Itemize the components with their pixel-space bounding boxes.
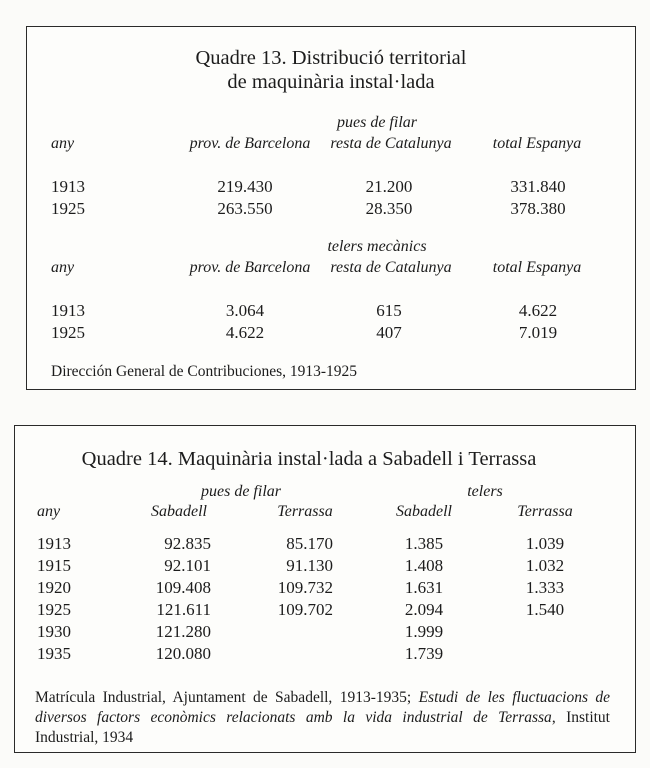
cell-any: 1935 <box>37 644 71 663</box>
cell-catalunya: 28.350 <box>365 199 413 218</box>
cell-any: 1913 <box>51 301 85 320</box>
col-header-catalunya: resta de Catalunya <box>330 135 452 152</box>
col-header-barcelona: prov. de Barcelona <box>189 259 311 276</box>
cell-telers-sabadell: 1.408 <box>404 556 444 575</box>
group-header-telers: telers <box>467 483 503 500</box>
cell-any: 1930 <box>37 622 71 641</box>
cell-barcelona: 219.430 <box>217 177 273 196</box>
col-header-telers-sabadell: Sabadell <box>396 503 452 520</box>
col-header-espanya: total Espanya <box>492 135 582 152</box>
cell-telers-terrassa: 1.039 <box>525 534 565 553</box>
cell-espanya: 7.019 <box>518 323 558 342</box>
cell-espanya: 378.380 <box>510 199 566 218</box>
cell-telers-sabadell: 1.631 <box>404 578 444 597</box>
table-14-source <box>35 688 610 748</box>
cell-catalunya: 407 <box>376 323 402 342</box>
cell-pues-terrassa: 85.170 <box>286 534 333 553</box>
cell-pues-sabadell: 120.080 <box>155 644 211 663</box>
cell-pues-sabadell: 92.101 <box>164 556 211 575</box>
cell-pues-terrassa: 109.702 <box>277 600 333 619</box>
source-part-3: , Institut Industrial, 1934 <box>35 709 610 746</box>
table-13 <box>26 26 636 390</box>
cell-any: 1913 <box>37 534 71 553</box>
cell-catalunya: 615 <box>376 301 402 320</box>
cell-any: 1920 <box>37 578 71 597</box>
cell-espanya: 4.622 <box>518 301 558 320</box>
cell-any: 1925 <box>51 199 85 218</box>
group-header-telers: telers mecànics <box>327 238 427 255</box>
table-14 <box>14 425 636 753</box>
table-13-title-line1: Quadre 13. Distribució territorial <box>195 47 467 69</box>
cell-barcelona: 263.550 <box>217 199 273 218</box>
cell-telers-sabadell: 1.385 <box>404 534 444 553</box>
col-header-espanya: total Espanya <box>492 259 582 276</box>
cell-any: 1925 <box>37 600 71 619</box>
cell-espanya: 331.840 <box>510 177 566 196</box>
cell-barcelona: 4.622 <box>225 323 265 342</box>
cell-telers-terrassa: 1.540 <box>525 600 565 619</box>
cell-telers-sabadell: 1.739 <box>404 644 444 663</box>
cell-pues-terrassa: 91.130 <box>286 556 333 575</box>
cell-pues-sabadell: 121.280 <box>155 622 211 641</box>
cell-any: 1915 <box>37 556 71 575</box>
table-13-source: Dirección General de Contribuciones, 1913-1925 <box>51 363 358 380</box>
cell-telers-sabadell: 2.094 <box>404 600 444 619</box>
source-part-1: Matrícula Industrial, Ajuntament de Sabadell, 1913-1935; <box>35 689 419 706</box>
col-header-pues-sabadell: Sabadell <box>151 503 207 520</box>
cell-pues-sabadell: 109.408 <box>155 578 211 597</box>
cell-telers-terrassa: 1.032 <box>525 556 565 575</box>
cell-pues-sabadell: 121.611 <box>156 600 211 619</box>
col-header-any: any <box>51 135 75 152</box>
col-header-barcelona: prov. de Barcelona <box>189 135 311 152</box>
cell-barcelona: 3.064 <box>225 301 265 320</box>
col-header-any: any <box>51 259 75 276</box>
col-header-any: any <box>37 503 61 520</box>
group-header-pues: pues de filar <box>201 483 281 500</box>
cell-telers-terrassa: 1.333 <box>525 578 565 597</box>
source-part-2: Estudi de les fluctuacions de diversos factors econòmics relacionats amb la vida industrial de Terrassa <box>35 689 610 726</box>
col-header-pues-terrassa: Terrassa <box>277 503 333 520</box>
table-14-title: Quadre 14. Maquinària instal·lada a Sabadell i Terrassa <box>81 448 537 470</box>
cell-any: 1925 <box>51 323 85 342</box>
cell-telers-sabadell: 1.999 <box>404 622 444 641</box>
cell-any: 1913 <box>51 177 85 196</box>
group-header-pues: pues de filar <box>337 114 417 131</box>
cell-catalunya: 21.200 <box>365 177 413 196</box>
col-header-catalunya: resta de Catalunya <box>330 259 452 276</box>
table-13-title-line2: de maquinària instal·lada <box>227 71 435 93</box>
cell-pues-terrassa: 109.732 <box>277 578 333 597</box>
col-header-telers-terrassa: Terrassa <box>517 503 573 520</box>
cell-pues-sabadell: 92.835 <box>164 534 211 553</box>
